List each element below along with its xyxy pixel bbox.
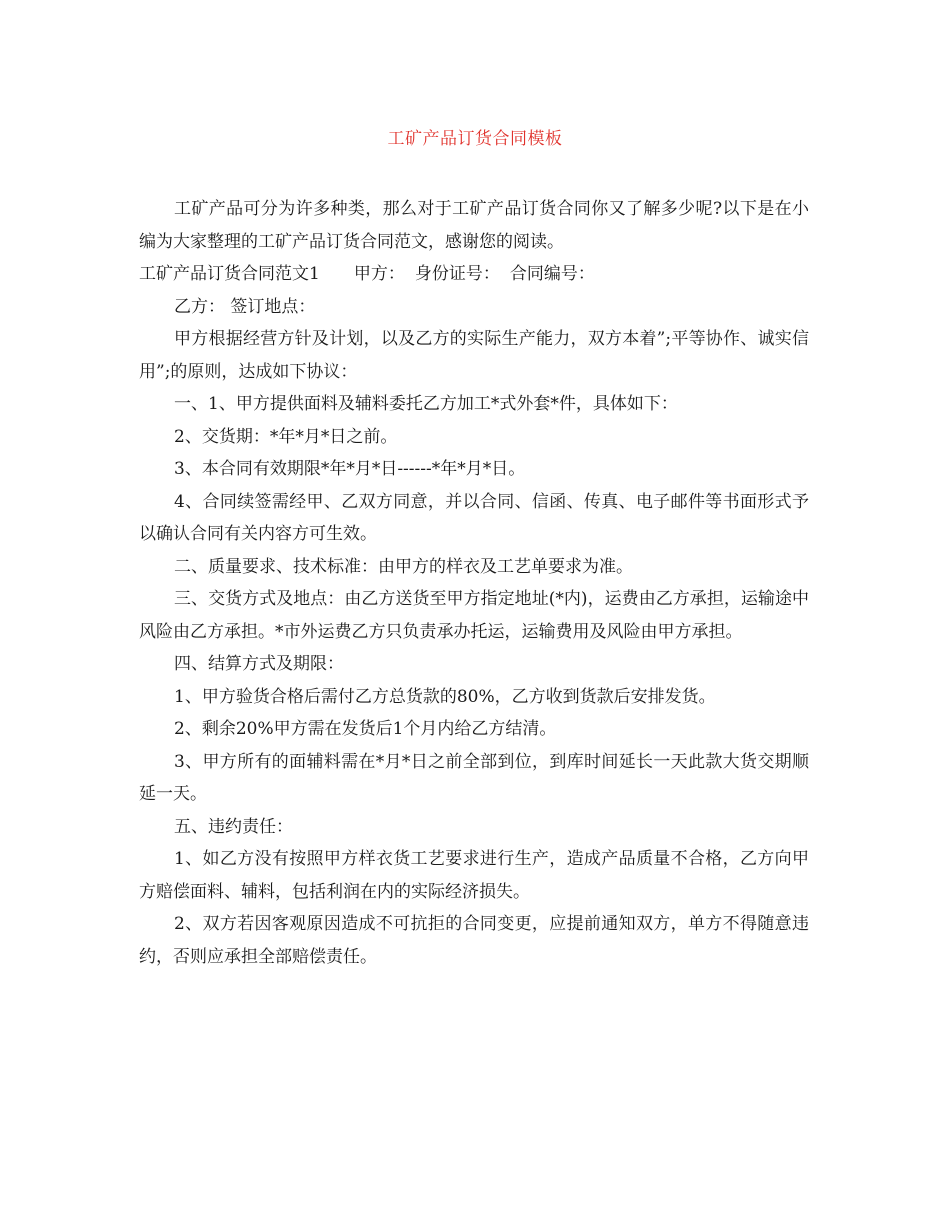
clause-1-3: 3、本合同有效期限*年*月*日------*年*月*日。: [174, 459, 526, 479]
clause-5-2: 2、双方若因客观原因造成不可抗拒的合同变更，应提前通知双方，单方不得随意违约，否则应承担全部赔偿责任。: [139, 914, 809, 967]
clause-2-quality: 二、质量要求、技术标准：由甲方的样衣及工艺单要求为准。: [174, 556, 633, 577]
clause-1-2: 2、交货期：*年*月*日之前。: [174, 426, 398, 447]
document-body: [139, 193, 809, 973]
party-a-label: 甲方：: [353, 264, 405, 284]
clause-5-1: 1、如乙方没有按照甲方样衣货工艺要求进行生产，造成产品质量不合格，乙方向甲方赔偿面料、辅料，包括利润在内的实际经济损失。: [139, 849, 809, 902]
clause-4-2: 2、剩余20%甲方需在发货后1个月内给乙方结清。: [174, 719, 557, 739]
document-title: 工矿产品订货合同模板: [387, 129, 563, 149]
clause-1-4: 4、合同续签需经甲、乙双方同意，并以合同、信函、传真、电子邮件等书面形式予以确认合同有关内容方可生效。: [139, 491, 809, 544]
intro-paragraph: 工矿产品可分为许多种类，那么对于工矿产品订货合同你又了解多少呢?以下是在小编为大家整理的工矿产品订货合同范文，感谢您的阅读。: [139, 199, 809, 252]
clause-4-heading: 四、结算方式及期限：: [174, 654, 344, 674]
clause-1-1: 一、1、甲方提供面料及辅料委托乙方加工*式外套*件，具体如下：: [174, 394, 678, 414]
clause-4-3: 3、甲方所有的面辅料需在*月*日之前全部到位，到库时间延长一天此款大货交期顺延一天。: [139, 751, 809, 804]
preamble-paragraph: 甲方根据经营方针及计划，以及乙方的实际生产能力，双方本着”;平等协作、诚实信用”;的原则，达成如下协议：: [139, 329, 809, 382]
contract-number-label: 合同编号：: [509, 264, 595, 284]
id-number-label: 身份证号：: [414, 264, 500, 284]
clause-5-heading: 五、违约责任：: [174, 816, 293, 837]
clause-4-1: 1、甲方验货合格后需付乙方总货款的80%，乙方收到货款后安排发货。: [174, 686, 716, 707]
party-b-line: 乙方： 签订地点：: [174, 296, 316, 317]
clause-3-delivery: 三、交货方式及地点：由乙方送货至甲方指定地址(*内)，运费由乙方承担，运输途中风险由乙方承担。*市外运费乙方只负责承办托运，运输费用及风险由甲方承担。: [139, 589, 809, 642]
contract-heading-line: [139, 258, 809, 291]
contract-sample-label: 工矿产品订货合同范文1: [139, 264, 320, 284]
